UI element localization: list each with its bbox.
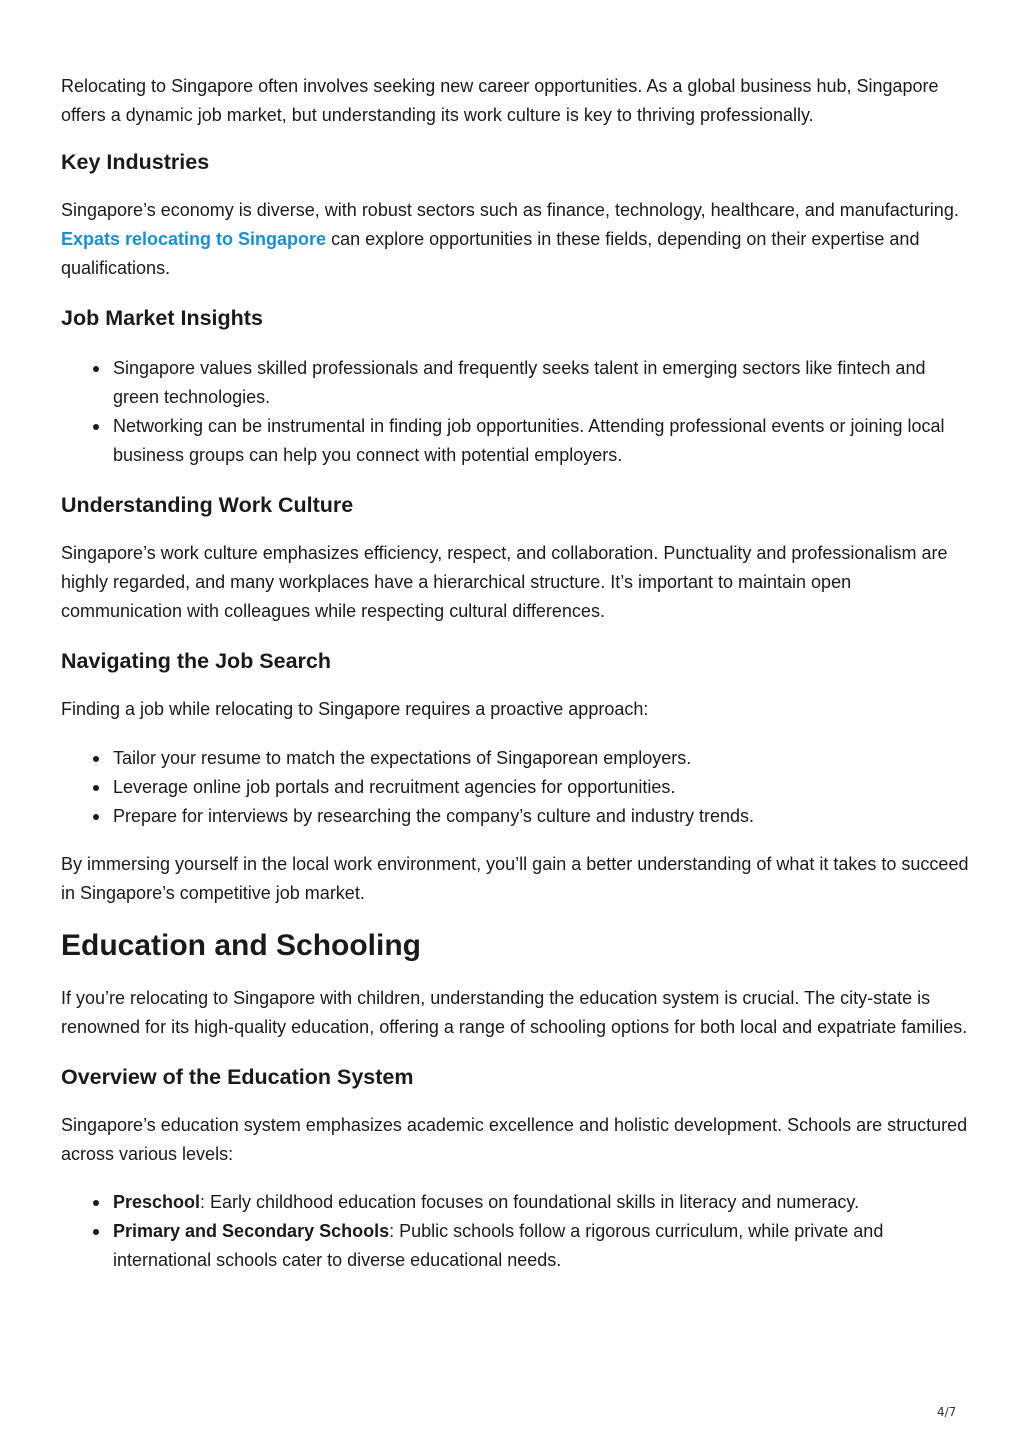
list-item-term: Preschool: [113, 1192, 201, 1212]
document-page: [61, 70, 971, 1275]
list-item: Leverage online job portals and recruitment agencies for opportunities.: [113, 773, 971, 802]
immersing-paragraph: By immersing yourself in the local work environment, you’ll gain a better understanding of what it takes to succeed in Singapore’s competitive job market.: [61, 854, 969, 903]
job-search-list: [61, 744, 971, 831]
heading-job-search: Navigating the Job Search: [61, 649, 332, 673]
education-levels-list: [61, 1188, 971, 1275]
heading-work-culture: Understanding Work Culture: [61, 493, 354, 517]
list-item-text: : Public schools follow a rigorous curriculum, while private and international schools cater to diverse educational needs.: [113, 1221, 884, 1270]
heading-job-market-insights: Job Market Insights: [61, 306, 263, 330]
heading-key-industries: Key Industries: [61, 150, 210, 174]
list-item: Prepare for interviews by researching the company’s culture and industry trends.: [113, 802, 971, 831]
job-market-list: [61, 354, 971, 470]
work-culture-paragraph: Singapore’s work culture emphasizes efficiency, respect, and collaboration. Punctuality and professionalism are highly regarded, and many workplaces have a hierarchical structure. It’s important to maintain open communication with colleagues while respecting cultural differences.: [61, 543, 948, 621]
education-paragraph: If you’re relocating to Singapore with children, understanding the education system is crucial. The city-state is renowned for its high-quality education, offering a range of schooling options for both local and expatriate families.: [61, 988, 968, 1037]
list-item: Tailor your resume to match the expectations of Singaporean employers.: [113, 744, 971, 773]
page-number: 4/7: [937, 1405, 957, 1419]
list-item: [113, 1217, 971, 1275]
list-item-term: Primary and Secondary Schools: [113, 1221, 390, 1241]
key-industries-text-after: can explore opportunities in these fields, depending on their expertise and qualifications.: [61, 229, 920, 278]
list-item: Singapore values skilled professionals and frequently seeks talent in emerging sectors like fintech and green technologies.: [113, 354, 971, 412]
key-industries-paragraph: [61, 196, 971, 283]
heading-education-schooling: Education and Schooling: [61, 929, 421, 962]
intro-paragraph: Relocating to Singapore often involves seeking new career opportunities. As a global business hub, Singapore offers a dynamic job market, but understanding its work culture is key to thriving professionally.: [61, 76, 939, 125]
list-item-text: : Early childhood education focuses on foundational skills in literacy and numeracy.: [200, 1192, 860, 1212]
list-item: [113, 1188, 971, 1217]
list-item: Networking can be instrumental in finding job opportunities. Attending professional events or joining local business groups can help you connect with potential employers.: [113, 412, 971, 470]
job-search-paragraph: Finding a job while relocating to Singapore requires a proactive approach:: [61, 699, 649, 719]
heading-education-overview: Overview of the Education System: [61, 1065, 414, 1089]
key-industries-text-before: Singapore’s economy is diverse, with robust sectors such as finance, technology, healthcare, and manufacturing.: [61, 200, 959, 220]
overview-paragraph: Singapore’s education system emphasizes academic excellence and holistic development. Schools are structured across various levels:: [61, 1115, 968, 1164]
expats-relocating-link[interactable]: Expats relocating to Singapore: [61, 229, 327, 249]
